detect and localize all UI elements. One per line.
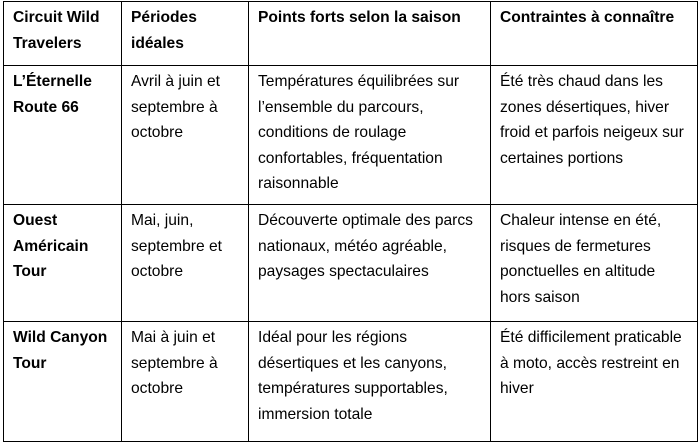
circuit-name: Wild Canyon Tour	[4, 322, 122, 442]
table-row	[4, 205, 698, 322]
constraints: Été très chaud dans les zones désertiques, hiver froid et parfois neigeux sur certaines portions	[491, 66, 698, 205]
season-highlights: Températures équilibrées sur l’ensemble du parcours, conditions de roulage confortables, fréquentation raisonnable	[249, 66, 491, 205]
constraints: Chaleur intense en été, risques de fermetures ponctuelles en altitude hors saison	[491, 205, 698, 322]
season-highlights: Idéal pour les régions désertiques et les canyons, températures supportables, immersion totale	[249, 322, 491, 442]
header-highlights: Points forts selon la saison	[249, 2, 491, 66]
circuit-name: Ouest Américain Tour	[4, 205, 122, 322]
table-row	[4, 322, 698, 442]
ideal-periods: Mai, juin, septembre et octobre	[122, 205, 249, 322]
season-table	[3, 1, 698, 442]
ideal-periods: Mai à juin et septembre à octobre	[122, 322, 249, 442]
table-header-row	[4, 2, 698, 66]
header-circuit: Circuit Wild Travelers	[4, 2, 122, 66]
ideal-periods: Avril à juin et septembre à octobre	[122, 66, 249, 205]
header-constraints: Contraintes à connaître	[491, 2, 698, 66]
constraints: Été difficilement praticable à moto, accès restreint en hiver	[491, 322, 698, 442]
table-row	[4, 66, 698, 205]
circuit-name: L’Éternelle Route 66	[4, 66, 122, 205]
season-highlights: Découverte optimale des parcs nationaux, météo agréable, paysages spectaculaires	[249, 205, 491, 322]
header-periods: Périodes idéales	[122, 2, 249, 66]
